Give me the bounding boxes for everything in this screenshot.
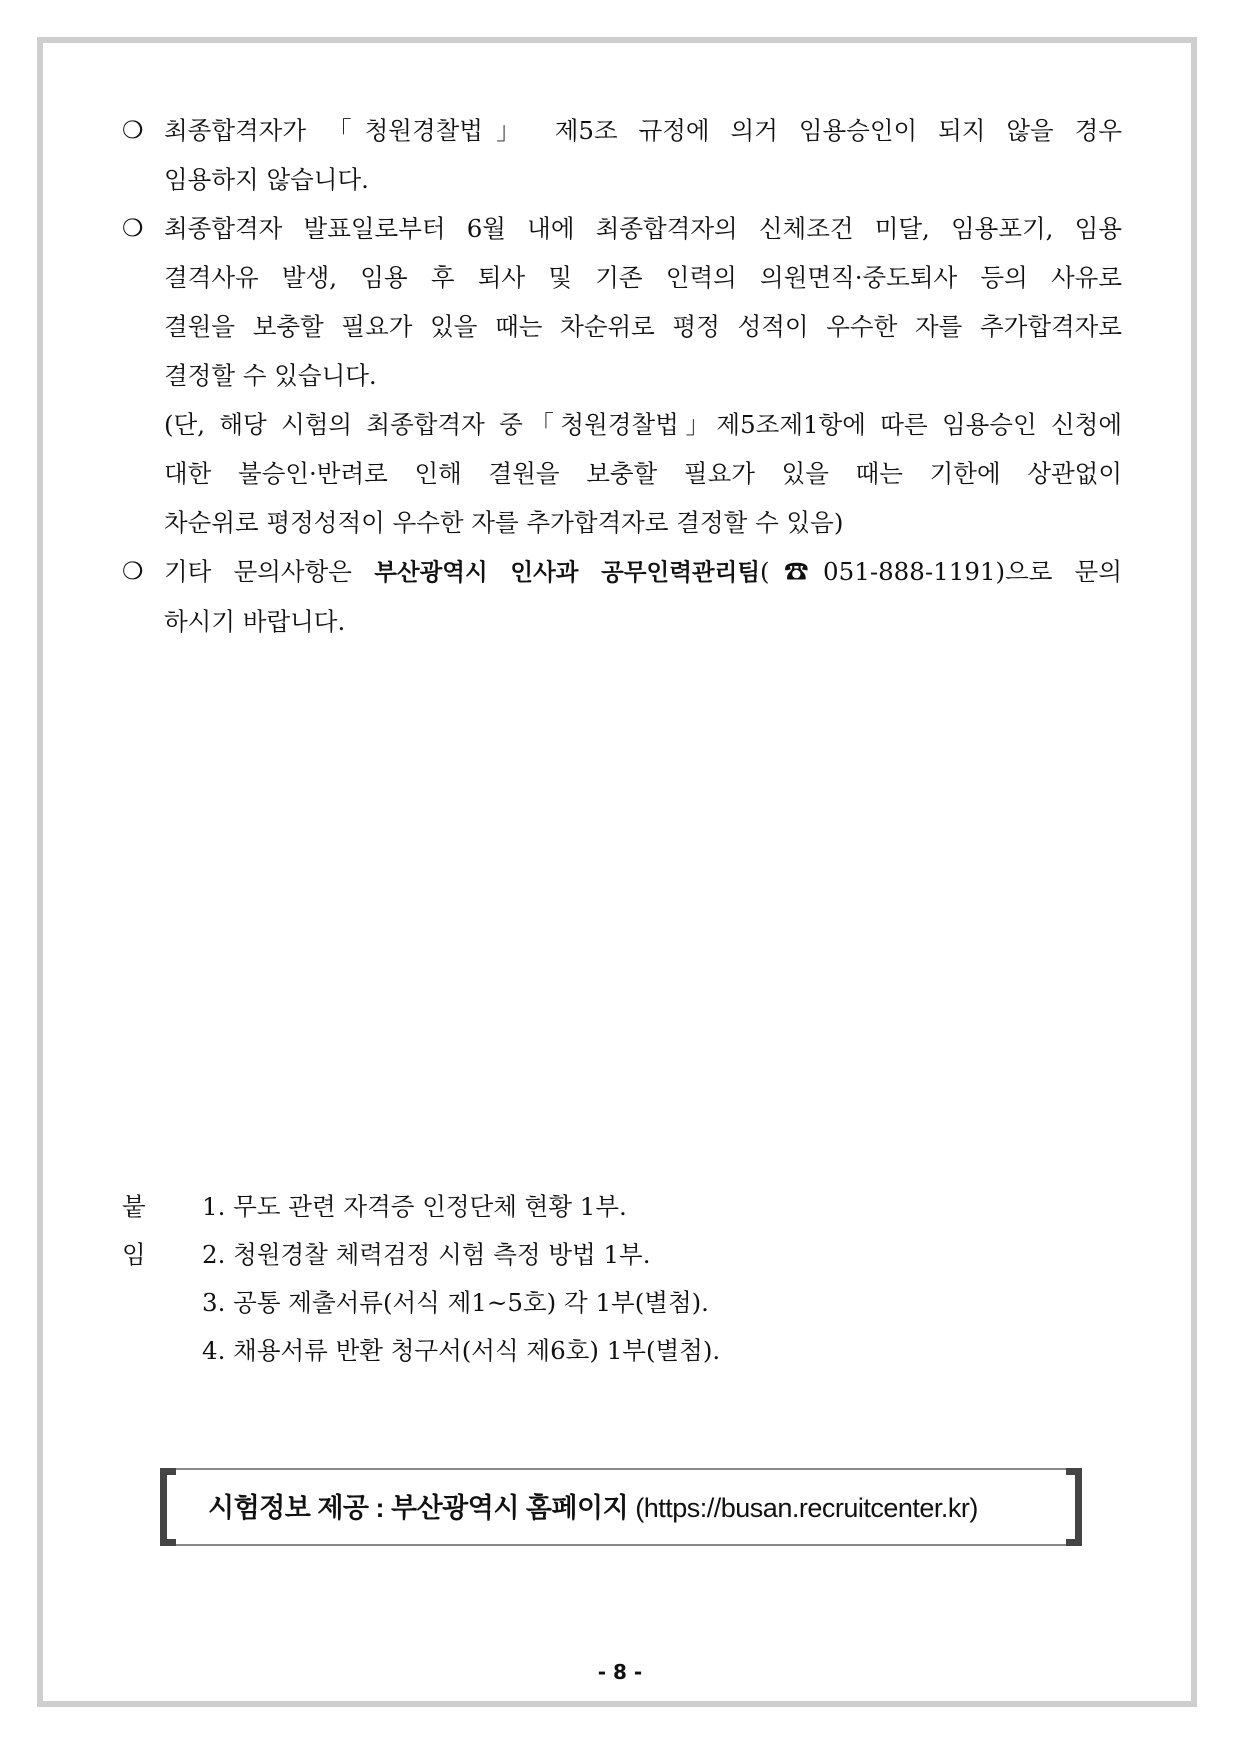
left-bracket [160, 1468, 176, 1546]
note-line: 차순위로 평정성적이 우수한 자를 추가합격자로 결정할 수 있음) [164, 508, 844, 537]
contact-suffix: 으로 문의 [1005, 557, 1122, 586]
attachment-item: 4. 채용서류 반환 청구서(서식 제6호) 1부(별첨). [202, 1336, 721, 1365]
top-rule [176, 1468, 1066, 1470]
note-line: (단, 해당 시험의 최종합격자 중「청원경찰법」제5조제1항에 따른 임용승인 신청에 [164, 410, 1122, 439]
note-line: 대한 불승인·반려로 인해 결원을 보충할 필요가 있을 때는 기한에 상관없이 [164, 459, 1122, 488]
page-number: - 8 - [597, 1660, 643, 1684]
notice-section [122, 106, 1122, 646]
notice-line: 결격사유 발생, 임용 후 퇴사 및 기존 인력의 의원면직·중도퇴사 등의 사유로 [164, 263, 1122, 292]
exam-info-box [160, 1468, 1082, 1546]
attachment-item: 2. 청원경찰 체력검정 시험 측정 방법 1부. [202, 1240, 651, 1269]
notice-line: 임용하지 않습니다. [164, 165, 369, 194]
notice-item-3 [122, 547, 1122, 646]
notice-line: 최종합격자 발표일로부터 6월 내에 최종합격자의 신체조건 미달, 임용포기, 임용 [164, 214, 1122, 243]
notice-item-2 [122, 204, 1122, 400]
right-bracket [1066, 1468, 1082, 1546]
exam-info-label: 시험정보 제공 : 부산광역시 홈페이지 [208, 1493, 636, 1523]
notice-item-1 [122, 106, 1122, 204]
bottom-rule [176, 1544, 1066, 1546]
contact-prefix: 기타 문의사항은 [164, 557, 375, 586]
attachment-label: 붙임 [122, 1192, 146, 1269]
circle-bullet-icon: ❍ [122, 557, 144, 585]
exception-note [122, 400, 1122, 547]
attachment-item: 1. 무도 관련 자격증 인정단체 현황 1부. [202, 1192, 627, 1221]
attachment-list [202, 1183, 720, 1375]
circle-bullet-icon: ❍ [122, 116, 144, 144]
exam-info-text [208, 1486, 978, 1525]
circle-bullet-icon: ❍ [122, 214, 144, 242]
notice-line: 결원을 보충할 필요가 있을 때는 차순위로 평정 성적이 우수한 자를 추가합격자로 [164, 312, 1122, 341]
contact-line [164, 547, 1122, 597]
notice-line: 최종합격자가 「청원경찰법」 제5조 규정에 의거 임용승인이 되지 않을 경우 [164, 116, 1122, 145]
contact-department: 부산광역시 인사과 공무인력관리팀 [374, 558, 761, 586]
contact-phone: (☎051-888-1191) [760, 557, 1006, 586]
notice-line: 결정할 수 있습니다. [164, 361, 377, 390]
attachment-item: 3. 공통 제출서류(서식 제1~5호) 각 1부(별첨). [202, 1288, 709, 1317]
homepage-link[interactable]: (https://busan.recruitcenter.kr) [635, 1493, 978, 1523]
notice-line: 하시기 바랍니다. [164, 607, 346, 636]
